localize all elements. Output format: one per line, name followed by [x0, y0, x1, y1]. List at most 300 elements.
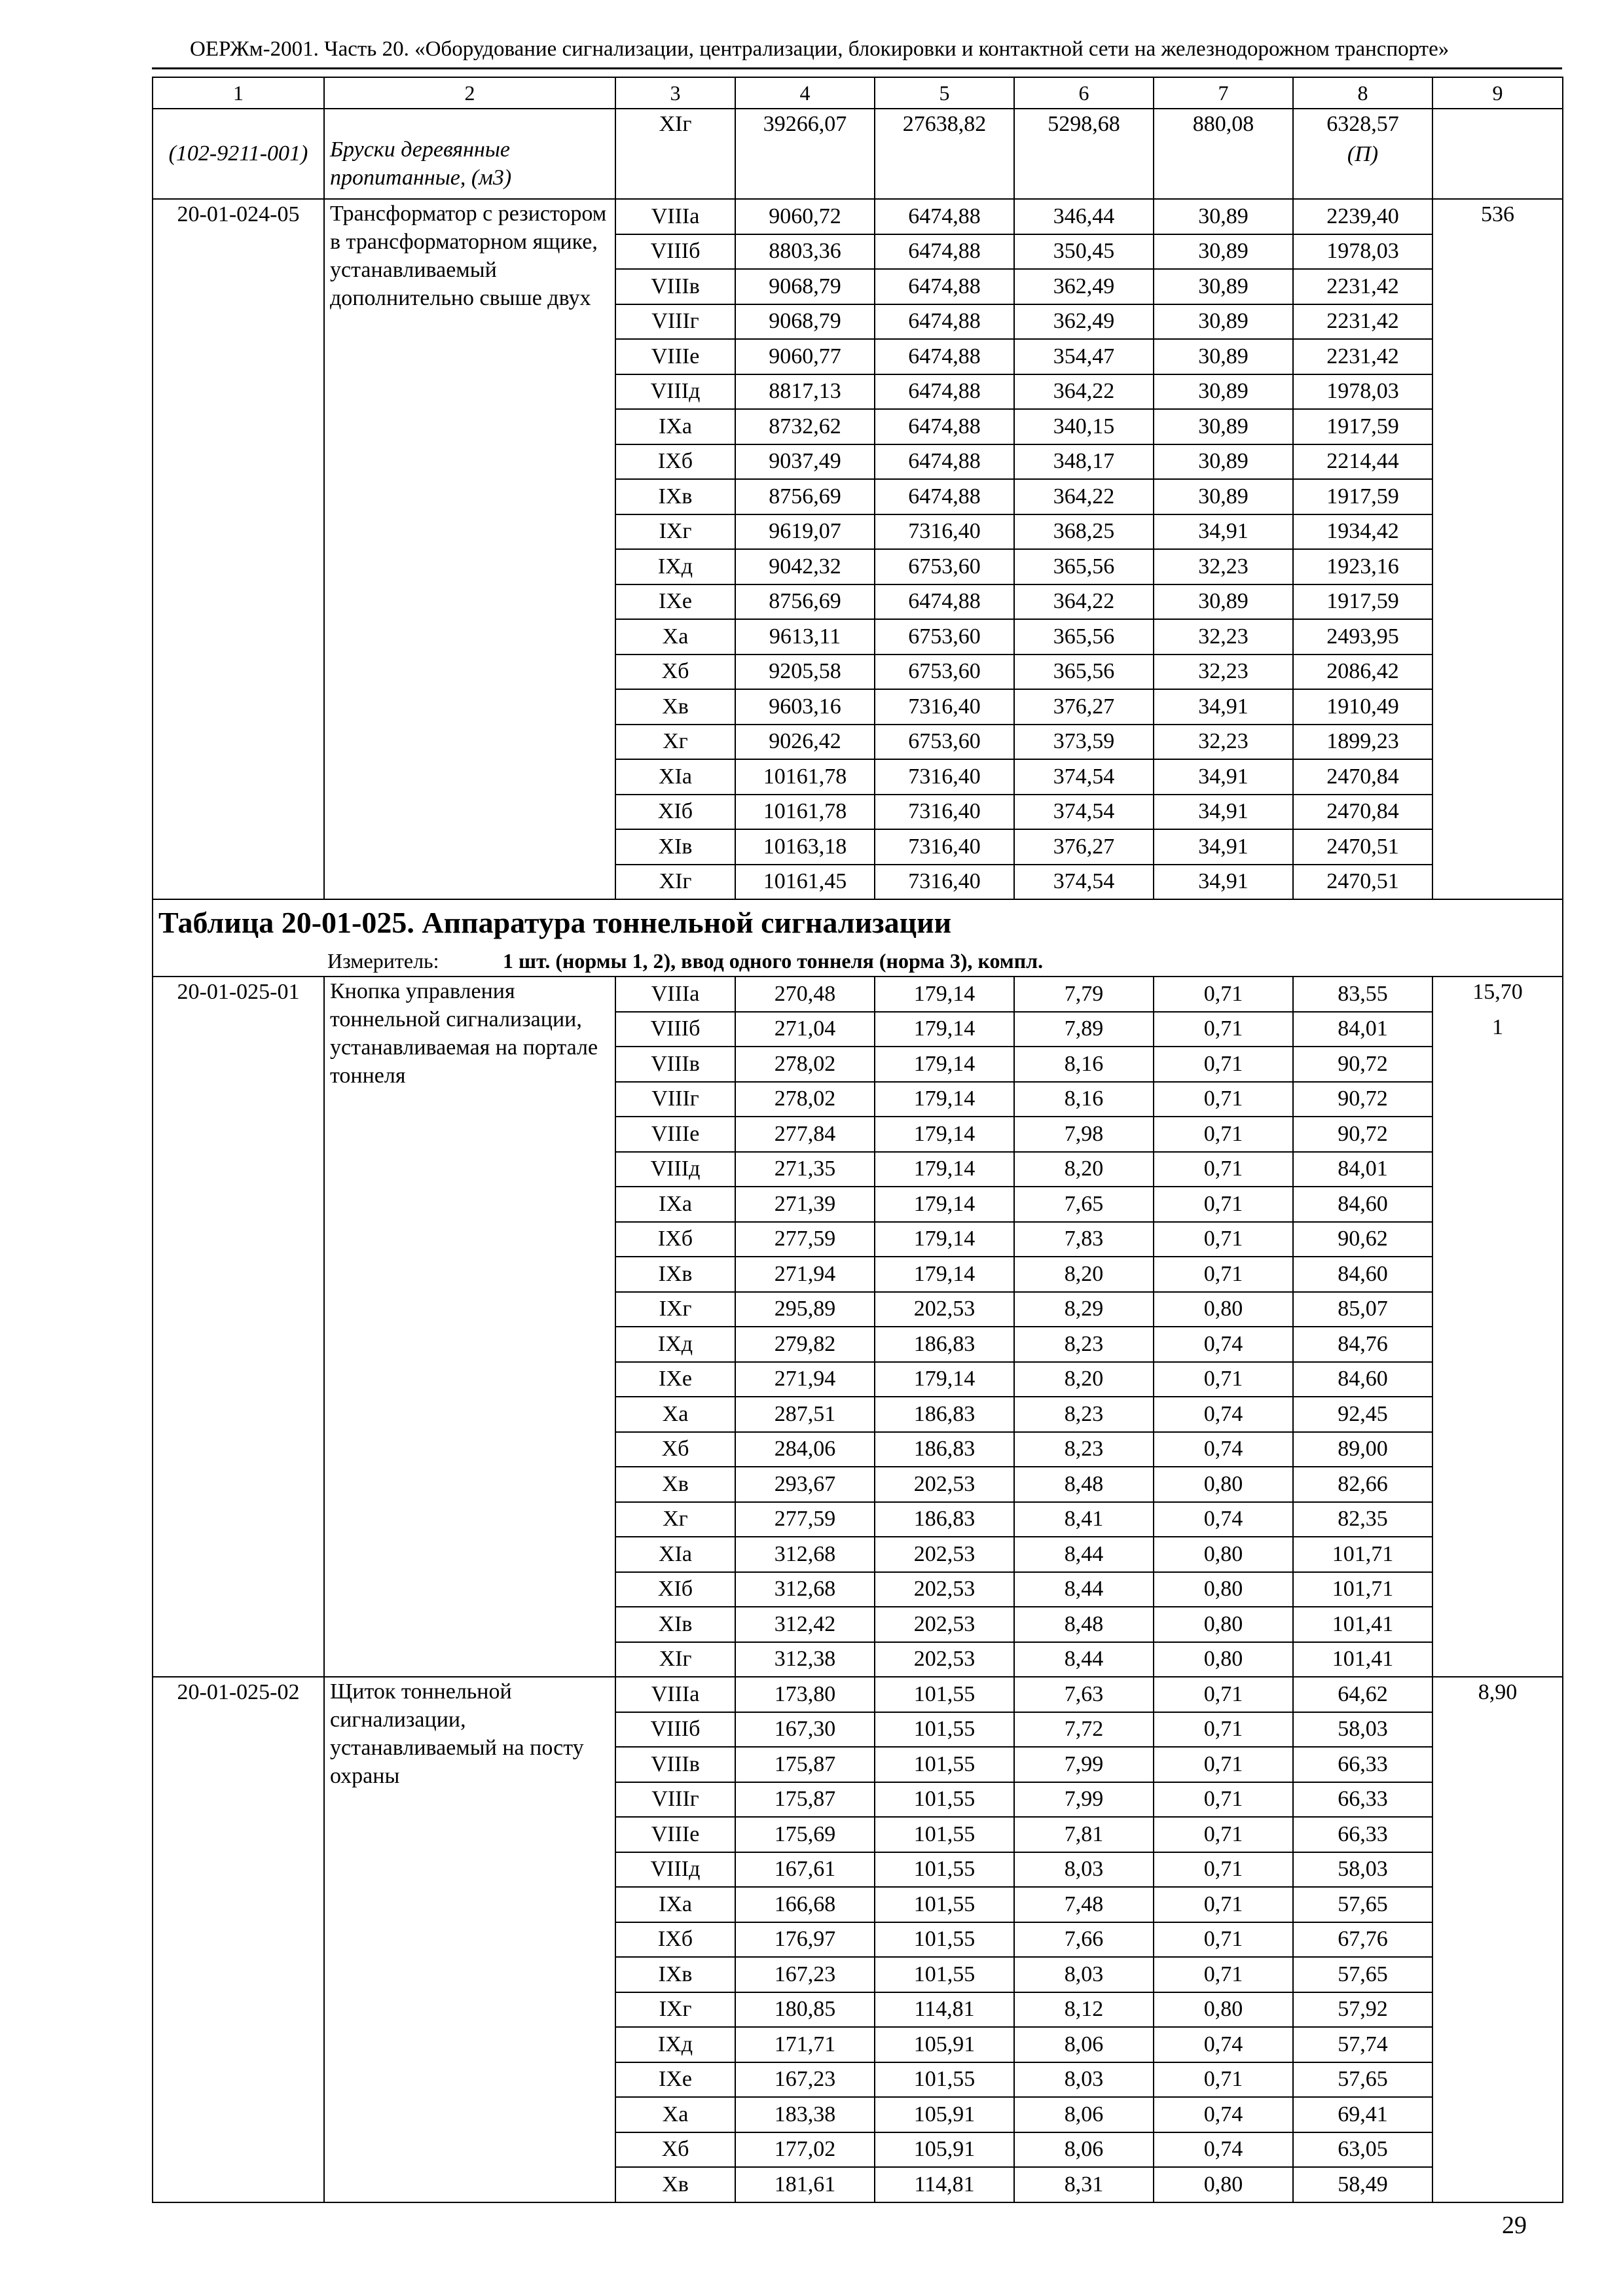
column-number: 2 [324, 77, 615, 109]
value-cell: 186,83 [875, 1327, 1014, 1362]
value-cell: 1978,03 [1293, 374, 1432, 410]
value-cell: 171,71 [735, 2027, 875, 2062]
value-cell: 7,79 [1014, 977, 1154, 1012]
value-cell: 0,71 [1154, 1117, 1293, 1152]
value-cell: 284,06 [735, 1432, 875, 1467]
value-cell: 30,89 [1154, 409, 1293, 444]
value-cell: 0,71 [1154, 1817, 1293, 1852]
value-cell: 179,14 [875, 1047, 1014, 1082]
value-cell: 365,56 [1014, 619, 1154, 655]
region-cell: VIIIе [615, 1117, 735, 1152]
value-cell: 8,41 [1014, 1502, 1154, 1537]
value-cell: 2239,40 [1293, 199, 1432, 234]
value-cell: 7316,40 [875, 865, 1014, 900]
value-cell: 364,22 [1014, 584, 1154, 620]
value-cell: 7,99 [1014, 1782, 1154, 1818]
material-c8-note: (П) [1347, 142, 1379, 166]
value-cell: 9060,77 [735, 339, 875, 374]
value-cell: 8,44 [1014, 1642, 1154, 1677]
value-cell: 2231,42 [1293, 339, 1432, 374]
value-cell: 186,83 [875, 1502, 1014, 1537]
page-number: 29 [1502, 2212, 1527, 2239]
value-cell: 9619,07 [735, 514, 875, 550]
table-body [153, 77, 1563, 2202]
value-cell: 0,74 [1154, 1327, 1293, 1362]
value-cell: 277,59 [735, 1222, 875, 1257]
value-cell: 271,39 [735, 1187, 875, 1222]
value-cell: 350,45 [1014, 234, 1154, 270]
header-rule [152, 67, 1562, 69]
col9-value: 536 [1481, 202, 1514, 226]
col9-cell [1432, 1677, 1563, 2202]
value-cell: 6753,60 [875, 549, 1014, 584]
value-cell: 114,81 [875, 1992, 1014, 2028]
value-cell: 277,84 [735, 1117, 875, 1152]
value-cell: 0,71 [1154, 1677, 1293, 1712]
value-cell: 1910,49 [1293, 689, 1432, 725]
value-cell: 58,03 [1293, 1852, 1432, 1888]
region-cell: Xа [615, 619, 735, 655]
unit-cell [153, 946, 1563, 977]
value-cell: 8803,36 [735, 234, 875, 270]
material-row [153, 109, 1563, 199]
value-cell: 7,48 [1014, 1887, 1154, 1922]
value-cell: 34,91 [1154, 865, 1293, 900]
value-cell: 101,55 [875, 1887, 1014, 1922]
value-cell: 8,06 [1014, 2097, 1154, 2132]
value-cell: 34,91 [1154, 759, 1293, 795]
value-cell: 6474,88 [875, 374, 1014, 410]
value-cell: 0,71 [1154, 1222, 1293, 1257]
value-cell: 179,14 [875, 1222, 1014, 1257]
value-cell: 277,59 [735, 1502, 875, 1537]
value-cell: 101,55 [875, 1747, 1014, 1782]
value-cell: 365,56 [1014, 549, 1154, 584]
value-cell: 287,51 [735, 1397, 875, 1432]
value-cell: 374,54 [1014, 865, 1154, 900]
value-cell: 9068,79 [735, 269, 875, 304]
value-cell: 175,87 [735, 1747, 875, 1782]
value-cell: 179,14 [875, 1117, 1014, 1152]
value-cell: 101,55 [875, 1852, 1014, 1888]
value-cell: 312,68 [735, 1537, 875, 1572]
region-cell: VIIIв [615, 1047, 735, 1082]
value-cell: 105,91 [875, 2097, 1014, 2132]
value-cell: 9037,49 [735, 444, 875, 480]
value-cell: 0,71 [1154, 1957, 1293, 1992]
table-title: Таблица 20-01-025. Аппаратура тоннельной сигнализации [153, 899, 1563, 946]
value-cell: 9060,72 [735, 199, 875, 234]
value-cell: 8,16 [1014, 1082, 1154, 1117]
value-cell: 101,55 [875, 2062, 1014, 2098]
value-cell: 0,80 [1154, 1467, 1293, 1502]
value-cell: 1978,03 [1293, 234, 1432, 270]
value-cell: 373,59 [1014, 725, 1154, 760]
value-cell: 312,68 [735, 1572, 875, 1607]
value-cell: 202,53 [875, 1642, 1014, 1677]
value-cell: 34,91 [1154, 689, 1293, 725]
region-cell: VIIIе [615, 339, 735, 374]
value-cell: 0,74 [1154, 2132, 1293, 2168]
value-cell: 101,41 [1293, 1642, 1432, 1677]
value-cell: 30,89 [1154, 479, 1293, 514]
value-cell: 2470,51 [1293, 865, 1432, 900]
value-cell: 0,80 [1154, 1607, 1293, 1642]
material-c7: 880,08 [1154, 109, 1293, 199]
region-cell: VIIIд [615, 1152, 735, 1187]
region-cell: VIIIг [615, 304, 735, 340]
value-cell: 101,55 [875, 1677, 1014, 1712]
region-cell: VIIIб [615, 1012, 735, 1047]
value-cell: 114,81 [875, 2167, 1014, 2202]
value-cell: 8,23 [1014, 1432, 1154, 1467]
value-cell: 186,83 [875, 1432, 1014, 1467]
region-cell: VIIIа [615, 977, 735, 1012]
region-cell: IXг [615, 1292, 735, 1327]
value-cell: 0,71 [1154, 1712, 1293, 1748]
value-cell: 30,89 [1154, 304, 1293, 340]
region-cell: VIIIа [615, 199, 735, 234]
region-cell: IXг [615, 1992, 735, 2028]
value-cell: 69,41 [1293, 2097, 1432, 2132]
value-cell: 0,80 [1154, 1292, 1293, 1327]
value-cell: 376,27 [1014, 829, 1154, 865]
value-cell: 101,41 [1293, 1607, 1432, 1642]
value-cell: 63,05 [1293, 2132, 1432, 2168]
value-cell: 82,35 [1293, 1502, 1432, 1537]
value-cell: 58,49 [1293, 2167, 1432, 2202]
value-cell: 7316,40 [875, 689, 1014, 725]
value-cell: 0,74 [1154, 1397, 1293, 1432]
region-cell: IXв [615, 1957, 735, 1992]
region-cell: VIIIд [615, 1852, 735, 1888]
value-cell: 177,02 [735, 2132, 875, 2168]
value-cell: 9068,79 [735, 304, 875, 340]
value-cell: 179,14 [875, 1152, 1014, 1187]
value-cell: 173,80 [735, 1677, 875, 1712]
value-cell: 8,48 [1014, 1467, 1154, 1502]
page-header: ОЕРЖм-2001. Часть 20. «Оборудование сигнализации, централизации, блокировки и контактной сети на железнодорожном транспорте» [190, 37, 1450, 61]
material-c8-value: 6328,57 [1326, 112, 1399, 136]
value-cell: 1917,59 [1293, 409, 1432, 444]
value-cell: 32,23 [1154, 549, 1293, 584]
value-cell: 34,91 [1154, 829, 1293, 865]
value-cell: 312,38 [735, 1642, 875, 1677]
rates-table [152, 77, 1563, 2203]
value-cell: 175,87 [735, 1782, 875, 1818]
column-number: 6 [1014, 77, 1154, 109]
value-cell: 30,89 [1154, 584, 1293, 620]
value-cell: 8817,13 [735, 374, 875, 410]
value-cell: 0,74 [1154, 1502, 1293, 1537]
unit-value: 1 шт. (нормы 1, 2), ввод одного тоннеля (норма 3), компл. [503, 949, 1044, 973]
column-number: 8 [1293, 77, 1432, 109]
rate-name: Кнопка управления тоннельной сигнализации, устанавливаемая на портале тоннеля [324, 977, 615, 1677]
value-cell: 101,55 [875, 1712, 1014, 1748]
value-cell: 8,03 [1014, 1957, 1154, 1992]
region-cell: IXб [615, 1922, 735, 1958]
region-cell: VIIIд [615, 374, 735, 410]
value-cell: 90,72 [1293, 1047, 1432, 1082]
region-cell: VIIIб [615, 1712, 735, 1748]
value-cell: 166,68 [735, 1887, 875, 1922]
value-cell: 32,23 [1154, 725, 1293, 760]
value-cell: 186,83 [875, 1397, 1014, 1432]
value-cell: 8,16 [1014, 1047, 1154, 1082]
value-cell: 8,48 [1014, 1607, 1154, 1642]
value-cell: 0,71 [1154, 1012, 1293, 1047]
value-cell: 293,67 [735, 1467, 875, 1502]
value-cell: 8,23 [1014, 1327, 1154, 1362]
value-cell: 57,65 [1293, 1957, 1432, 1992]
value-cell: 0,71 [1154, 1187, 1293, 1222]
value-cell: 364,22 [1014, 479, 1154, 514]
region-cell: VIIIб [615, 234, 735, 270]
region-cell: IXе [615, 2062, 735, 2098]
value-cell: 90,62 [1293, 1222, 1432, 1257]
region-cell: IXг [615, 514, 735, 550]
value-cell: 362,49 [1014, 269, 1154, 304]
value-cell: 8,06 [1014, 2132, 1154, 2168]
value-cell: 1899,23 [1293, 725, 1432, 760]
value-cell: 10163,18 [735, 829, 875, 865]
value-cell: 312,42 [735, 1607, 875, 1642]
value-cell: 0,71 [1154, 1362, 1293, 1397]
value-cell: 8,29 [1014, 1292, 1154, 1327]
value-cell: 202,53 [875, 1607, 1014, 1642]
value-cell: 84,76 [1293, 1327, 1432, 1362]
value-cell: 8756,69 [735, 479, 875, 514]
value-cell: 179,14 [875, 1257, 1014, 1292]
value-cell: 90,72 [1293, 1082, 1432, 1117]
value-cell: 0,80 [1154, 1642, 1293, 1677]
value-cell: 0,71 [1154, 1152, 1293, 1187]
value-cell: 0,80 [1154, 1537, 1293, 1572]
value-cell: 8,20 [1014, 1362, 1154, 1397]
value-cell: 202,53 [875, 1537, 1014, 1572]
value-cell: 2470,51 [1293, 829, 1432, 865]
region-cell: VIIIа [615, 1677, 735, 1712]
value-cell: 84,01 [1293, 1012, 1432, 1047]
region-cell: Xв [615, 2167, 735, 2202]
value-cell: 1934,42 [1293, 514, 1432, 550]
value-cell: 9613,11 [735, 619, 875, 655]
value-cell: 271,94 [735, 1362, 875, 1397]
value-cell: 0,71 [1154, 1922, 1293, 1958]
value-cell: 2470,84 [1293, 795, 1432, 830]
value-cell: 0,74 [1154, 1432, 1293, 1467]
col9-value: 1 [1492, 1015, 1503, 1039]
value-cell: 58,03 [1293, 1712, 1432, 1748]
column-number: 7 [1154, 77, 1293, 109]
value-cell: 105,91 [875, 2132, 1014, 2168]
value-cell: 0,71 [1154, 1852, 1293, 1888]
value-cell: 82,66 [1293, 1467, 1432, 1502]
region-cell: IXе [615, 584, 735, 620]
value-cell: 8,31 [1014, 2167, 1154, 2202]
region-cell: Xб [615, 655, 735, 690]
value-cell: 181,61 [735, 2167, 875, 2202]
value-cell: 7,83 [1014, 1222, 1154, 1257]
region-cell: VIIIг [615, 1082, 735, 1117]
value-cell: 6474,88 [875, 304, 1014, 340]
rate-code: 20-01-024-05 [153, 199, 324, 899]
region-cell: XIв [615, 1607, 735, 1642]
value-cell: 2470,84 [1293, 759, 1432, 795]
material-region: XIг [615, 109, 735, 199]
value-cell: 364,22 [1014, 374, 1154, 410]
value-cell: 179,14 [875, 1187, 1014, 1222]
region-cell: Xб [615, 2132, 735, 2168]
value-cell: 32,23 [1154, 655, 1293, 690]
value-cell: 175,69 [735, 1817, 875, 1852]
value-cell: 9026,42 [735, 725, 875, 760]
value-cell: 6474,88 [875, 339, 1014, 374]
value-cell: 9603,16 [735, 689, 875, 725]
value-cell: 92,45 [1293, 1397, 1432, 1432]
value-cell: 9205,58 [735, 655, 875, 690]
value-cell: 7316,40 [875, 514, 1014, 550]
region-cell: Xа [615, 2097, 735, 2132]
material-c4: 39266,07 [735, 109, 875, 199]
value-cell: 271,94 [735, 1257, 875, 1292]
region-cell: IXб [615, 444, 735, 480]
value-cell: 202,53 [875, 1572, 1014, 1607]
value-cell: 66,33 [1293, 1782, 1432, 1818]
value-cell: 7316,40 [875, 795, 1014, 830]
value-cell: 10161,78 [735, 759, 875, 795]
value-cell: 271,35 [735, 1152, 875, 1187]
value-cell: 84,60 [1293, 1257, 1432, 1292]
value-cell: 0,80 [1154, 2167, 1293, 2202]
value-cell: 8756,69 [735, 584, 875, 620]
region-cell: VIIIе [615, 1817, 735, 1852]
value-cell: 8732,62 [735, 409, 875, 444]
value-cell: 0,71 [1154, 2062, 1293, 2098]
value-cell: 278,02 [735, 1047, 875, 1082]
value-cell: 105,91 [875, 2027, 1014, 2062]
col9-value: 8,90 [1478, 1680, 1518, 1704]
value-cell: 8,12 [1014, 1992, 1154, 2028]
value-cell: 1923,16 [1293, 549, 1432, 584]
value-cell: 2493,95 [1293, 619, 1432, 655]
value-cell: 0,71 [1154, 1747, 1293, 1782]
value-cell: 167,23 [735, 1957, 875, 1992]
column-number: 5 [875, 77, 1014, 109]
region-cell: IXб [615, 1222, 735, 1257]
value-cell: 179,14 [875, 977, 1014, 1012]
table-row [153, 199, 1563, 234]
region-cell: XIа [615, 1537, 735, 1572]
region-cell: XIб [615, 1572, 735, 1607]
region-cell: VIIIв [615, 269, 735, 304]
value-cell: 90,72 [1293, 1117, 1432, 1152]
value-cell: 167,30 [735, 1712, 875, 1748]
value-cell: 340,15 [1014, 409, 1154, 444]
value-cell: 176,97 [735, 1922, 875, 1958]
value-cell: 7316,40 [875, 759, 1014, 795]
value-cell: 34,91 [1154, 514, 1293, 550]
value-cell: 6753,60 [875, 655, 1014, 690]
value-cell: 66,33 [1293, 1747, 1432, 1782]
value-cell: 376,27 [1014, 689, 1154, 725]
value-cell: 34,91 [1154, 795, 1293, 830]
material-col9 [1432, 109, 1563, 199]
value-cell: 101,55 [875, 1817, 1014, 1852]
value-cell: 167,61 [735, 1852, 875, 1888]
region-cell: IXв [615, 1257, 735, 1292]
value-cell: 6474,88 [875, 409, 1014, 444]
value-cell: 0,71 [1154, 1257, 1293, 1292]
value-cell: 10161,78 [735, 795, 875, 830]
value-cell: 180,85 [735, 1992, 875, 2028]
value-cell: 7,81 [1014, 1817, 1154, 1852]
rate-name: Трансформатор с резистором в трансформаторном ящике, устанавливаемый дополнительно свыше двух [324, 199, 615, 899]
value-cell: 0,80 [1154, 1572, 1293, 1607]
material-c8 [1293, 109, 1432, 199]
region-cell: IXа [615, 409, 735, 444]
value-cell: 57,65 [1293, 2062, 1432, 2098]
column-number: 9 [1432, 77, 1563, 109]
value-cell: 7,89 [1014, 1012, 1154, 1047]
value-cell: 10161,45 [735, 865, 875, 900]
value-cell: 7,63 [1014, 1677, 1154, 1712]
value-cell: 374,54 [1014, 759, 1154, 795]
rate-code: 20-01-025-01 [153, 977, 324, 1677]
value-cell: 295,89 [735, 1292, 875, 1327]
value-cell: 6753,60 [875, 619, 1014, 655]
value-cell: 64,62 [1293, 1677, 1432, 1712]
rate-code: 20-01-025-02 [153, 1677, 324, 2202]
region-cell: XIг [615, 1642, 735, 1677]
value-cell: 183,38 [735, 2097, 875, 2132]
region-cell: Xв [615, 1467, 735, 1502]
value-cell: 167,23 [735, 2062, 875, 2098]
value-cell: 202,53 [875, 1292, 1014, 1327]
value-cell: 0,71 [1154, 977, 1293, 1012]
column-number-row [153, 77, 1563, 109]
value-cell: 8,20 [1014, 1257, 1154, 1292]
region-cell: Xб [615, 1432, 735, 1467]
col9-value: 15,70 [1472, 980, 1523, 1004]
value-cell: 270,48 [735, 977, 875, 1012]
col9-cell [1432, 199, 1563, 899]
value-cell: 83,55 [1293, 977, 1432, 1012]
value-cell: 2231,42 [1293, 304, 1432, 340]
unit-row [153, 946, 1563, 977]
table-row [153, 1677, 1563, 1712]
value-cell: 6753,60 [875, 725, 1014, 760]
value-cell: 30,89 [1154, 374, 1293, 410]
value-cell: 57,74 [1293, 2027, 1432, 2062]
value-cell: 179,14 [875, 1012, 1014, 1047]
region-cell: IXд [615, 2027, 735, 2062]
value-cell: 0,74 [1154, 2027, 1293, 2062]
rate-name: Щиток тоннельной сигнализации, устанавливаемый на посту охраны [324, 1677, 615, 2202]
value-cell: 101,55 [875, 1957, 1014, 1992]
value-cell: 6474,88 [875, 269, 1014, 304]
material-name: Бруски деревянные пропитанные, (м3) [324, 109, 615, 199]
value-cell: 2086,42 [1293, 655, 1432, 690]
value-cell: 9042,32 [735, 549, 875, 584]
value-cell: 30,89 [1154, 234, 1293, 270]
region-cell: Xв [615, 689, 735, 725]
region-cell: IXа [615, 1187, 735, 1222]
value-cell: 101,71 [1293, 1572, 1432, 1607]
column-number: 4 [735, 77, 875, 109]
value-cell: 7,72 [1014, 1712, 1154, 1748]
value-cell: 7,99 [1014, 1747, 1154, 1782]
